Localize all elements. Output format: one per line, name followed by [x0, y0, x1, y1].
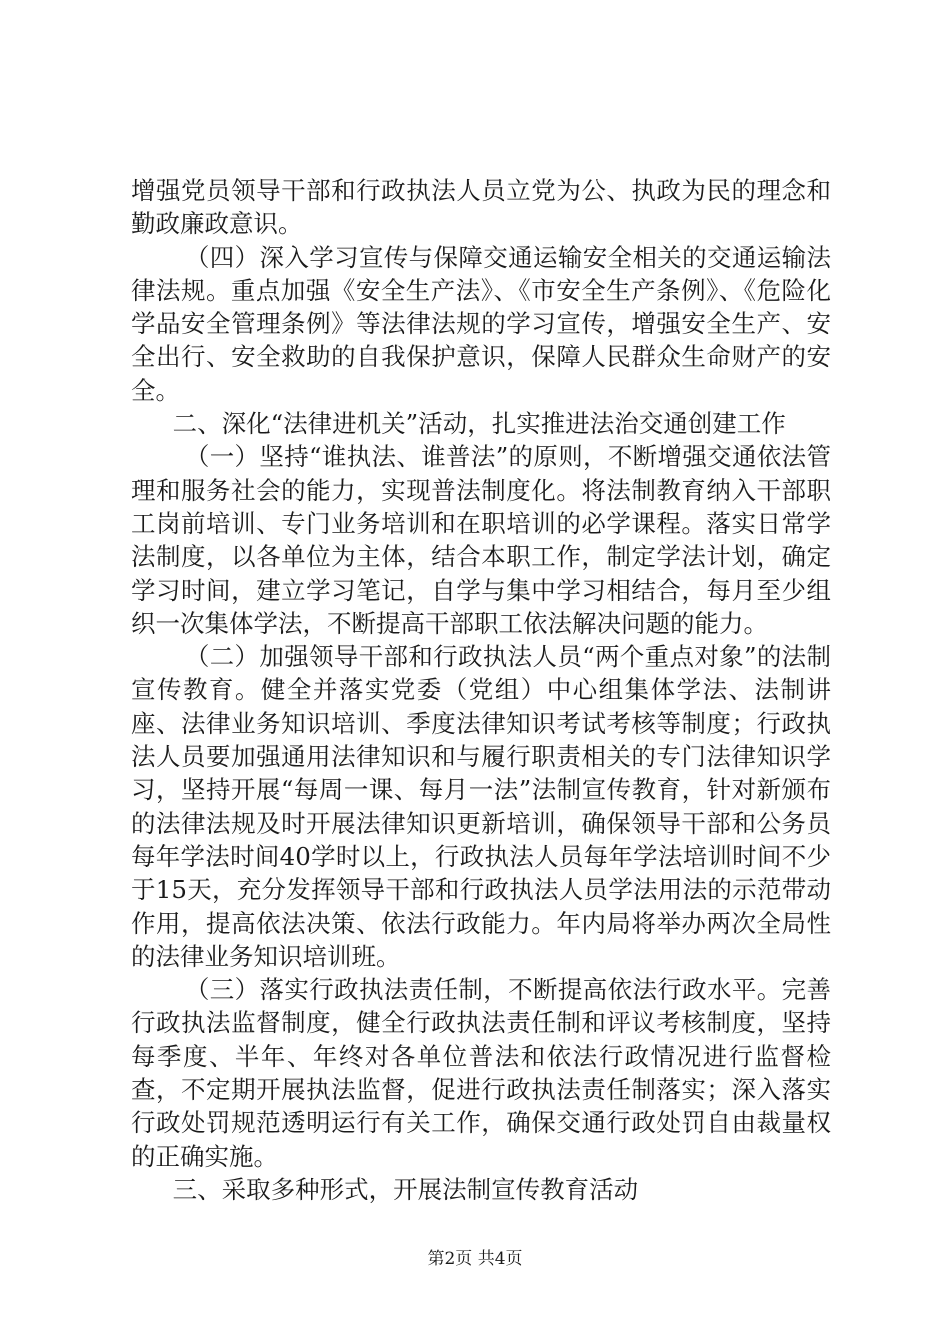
- paragraph-item-three: （三）落实行政执法责任制，不断提高依法行政水平。完善行政执法监督制度，健全行政执法责任制和评议考核制度，坚持每季度、半年、年终对各单位普法和依法行政情况进行监督检查，不定期开展执法监督，促进行政执法责任制落实；深入落实行政处罚规范透明运行有关工作，确保交通行政处罚自由裁量权的正确实施。: [131, 975, 831, 1171]
- section-heading-two: 二、深化“法律进机关”活动，扎实推进法治交通创建工作: [172, 409, 786, 439]
- paragraph-item-one: （一）坚持“谁执法、谁普法”的原则，不断增强交通依法管理和服务社会的能力，实现普法制度化。将法制教育纳入干部职工岗前培训、专门业务培训和在职培训的必学课程。落实日常学法制度，以各单位为主体，结合本职工作，制定学法计划，确定学习时间，建立学习笔记，自学与集中学习相结合，每月至少组织一次集体学法，不断提高干部职工依法解决问题的能力。: [131, 442, 831, 638]
- paragraph-item-four: （四）深入学习宣传与保障交通运输安全相关的交通运输法律法规。重点加强《安全生产法》、《市安全生产条例》、《危险化学品安全管理条例》等法律法规的学习宣传，增强安全生产、安全出行、安全救助的自我保护意识，保障人民群众生命财产的安全。: [131, 242, 831, 405]
- paragraph-continuation: 增强党员领导干部和行政执法人员立党为公、执政为民的理念和勤政廉政意识。: [131, 176, 831, 239]
- paragraph-item-two: （二）加强领导干部和行政执法人员“两个重点对象”的法制宣传教育。健全并落实党委（党组）中心组集体学法、法制讲座、法律业务知识培训、季度法律知识考试考核等制度；行政执法人员要加强通用法律知识和与履行职责相关的专门法律知识学习，坚持开展“每周一课、每月一法”法制宣传教育，针对新颁布的法律法规及时开展法律知识更新培训，确保领导干部和公务员每年学法时间40学时以上，行政执法人员每年学法培训时间不少于15天，充分发挥领导干部和行政执法人员学法用法的示范带动作用，提高依法决策、依法行政能力。年内局将举办两次全局性的法律业务知识培训班。: [131, 642, 831, 971]
- document-body: [131, 174, 831, 1206]
- page-number-footer: 第2页 共4页: [427, 1249, 523, 1269]
- section-heading-three: 三、采取多种形式，开展法制宣传教育活动: [172, 1174, 639, 1204]
